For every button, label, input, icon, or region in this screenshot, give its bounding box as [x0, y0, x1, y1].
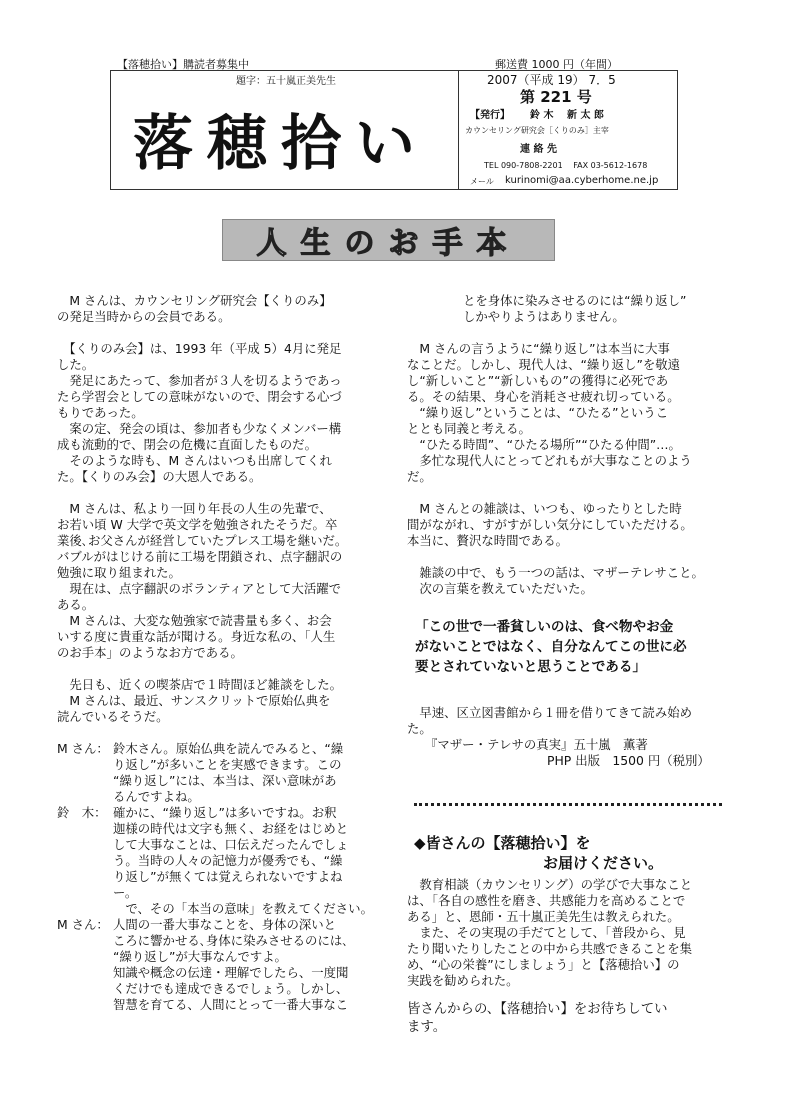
organization: カウンセリング研究会［くりのみ］主宰: [465, 126, 609, 135]
text-line: し“新しいこと”“新しいもの”の獲得に必死であ: [407, 373, 669, 388]
text-line: 早速、区立図書館から１冊を借りてきて読み始め: [407, 705, 692, 720]
text-line: 「この世で一番貧しいのは、食べ物やお金: [415, 619, 674, 635]
text-line: なことだ。しかし、現代人は、“繰り返し”を敬遠: [407, 357, 681, 372]
text-line: ます。: [407, 1020, 447, 1035]
text-line: 皆さんからの、【落穂拾い】をお待ちしてい: [407, 1002, 668, 1017]
call-headline-1: ◆皆さんの【落穂拾い】を: [414, 834, 591, 852]
right-paragraph-1: [407, 341, 737, 485]
text-line: 【くりのみ会】は、1993 年（平成 5）4月に発足: [57, 341, 342, 356]
contact-label: 連 絡 先: [520, 144, 557, 155]
text-line: 人間の一番大事なことを、身体の深いと: [113, 917, 337, 932]
text-line: 本当に、贅沢な時間である。: [407, 533, 569, 548]
text-line: 智慧を育てる、人間にとって一番大事なこ: [113, 997, 349, 1012]
left-paragraph-1: [57, 293, 387, 325]
text-line: ころに響かせる､身体に染みさせるのには､: [113, 933, 349, 948]
left-paragraph-3: [57, 501, 387, 661]
article-title-banner: [222, 219, 555, 261]
text-line: 実践を勧められた。: [407, 973, 519, 988]
text-line: バブルがはじける前に工場を閉鎖され、点字翻訳の: [57, 549, 343, 564]
right-column: [407, 293, 737, 769]
masthead-title: 落穂拾い: [133, 109, 429, 179]
text-line: また、その実現の手だてとして、「普段から、見: [407, 925, 686, 940]
tel-fax: TEL 090-7808-2201 FAX 03-5612-1678: [484, 161, 648, 170]
text-line: いする度に貴重な話が聞ける。身近な私の、「人生: [57, 629, 336, 644]
text-line: たり聞いたりしたことの中から共感できることを集: [407, 941, 692, 956]
text-line: 要とされていないと思うことである」: [415, 659, 647, 675]
publisher-name: 鈴 木 新 太 郎: [530, 110, 604, 121]
left-column: [57, 293, 387, 1013]
text-line: “ひたる時間”、“ひたる場所”“ひたる仲間”…。: [407, 437, 681, 452]
call-section: [407, 877, 737, 1037]
book-publisher: PHP 出版 1500 円（税別）: [547, 753, 710, 768]
text-line: M さんは、私より一回り年長の人生の先輩で、: [57, 501, 332, 516]
text-line: した。: [57, 357, 95, 372]
section-divider: [414, 803, 722, 806]
text-line: M さんの言うように“繰り返し”は本当に大事: [407, 341, 670, 356]
right-paragraph-3: [407, 565, 737, 597]
text-line: 業後､お父さんが経営していたプレス工場を継いだ｡: [57, 533, 342, 548]
text-line: り返し”が多いことを実感できます。この: [113, 757, 342, 772]
text-line: 迦様の時代は文字も無く、お経をはじめと: [113, 821, 349, 836]
right-paragraph-4: [407, 705, 737, 737]
text-line: ある」と、恩師・五十嵐正美先生は教えられた。: [407, 909, 680, 924]
text-line: 読んでいるそうだ。: [57, 709, 169, 724]
right-continuation: [407, 293, 737, 325]
text-line: がないことではなく、自分なんてこの世に必: [415, 639, 687, 655]
text-line: 鈴木さん。原始仏典を読んでみると、“繰: [113, 741, 344, 756]
text-line: くだけでも達成できるでしょう。しかし、: [113, 981, 349, 996]
text-line: だ。: [407, 469, 432, 484]
text-line: とを身体に染みさせるのには“繰り返し”: [463, 293, 687, 308]
text-line: る。その結果、身心を消耗させ疲れ切っている。: [407, 389, 680, 404]
text-line: “繰り返し”ということは、“ひたる”というこ: [407, 405, 669, 420]
text-line: 教育相談（カウンセリング）の学びで大事なこと: [407, 877, 693, 892]
speaker-m: M さん：: [57, 741, 109, 756]
subscription-notice: 【落穂拾い】購読者募集中: [117, 58, 249, 71]
text-line: “繰り返し”には、本当は、深い意味があ: [113, 773, 337, 788]
text-line: もりであった。: [57, 405, 144, 420]
issue-date: 2007（平成 19） 7．5: [487, 73, 616, 87]
text-line: るんですよね。: [113, 789, 200, 804]
text-line: 現在は、点字翻訳のボランティアとして大活躍で: [57, 581, 341, 596]
text-line: 間がながれ、すがすがしい気分にしていただける。: [407, 517, 693, 532]
calligraphy-credit: 題字：五十嵐正美先生: [236, 76, 336, 87]
speaker-suzuki: 鈴 木：: [57, 805, 107, 820]
text-line: り返し”が無くては覚えられないですよね: [113, 869, 343, 884]
mail-address[interactable]: kurinomi@aa.cyberhome.ne.jp: [505, 175, 659, 186]
text-line: しかやりようはありません。: [463, 309, 625, 324]
text-line: M さんは、最近、サンスクリットで原始仏典を: [57, 693, 331, 708]
text-line: め、“心の栄養”にしましょう」と【落穂拾い】の: [407, 957, 680, 972]
dialogue-m-1: [57, 741, 387, 805]
text-line: 多忙な現代人にとってどれもが大事なことのよう: [407, 453, 692, 468]
left-paragraph-4: [57, 677, 387, 725]
text-line: M さんとの雑談は、いつも、ゆったりとした時: [407, 501, 682, 516]
text-line: た。: [407, 721, 432, 736]
text-line: たら学習会としての意味がないので、閉会する心づ: [57, 389, 342, 404]
text-line: M さんは、大変な勉強家で読書量も多く、お会: [57, 613, 332, 628]
publisher-label: 【発行】: [470, 110, 510, 121]
text-line: のお手本」のようなお方である。: [57, 645, 243, 660]
dialogue-text: [113, 805, 387, 917]
text-line: 成も流動的で、閉会の危機に直面したものだ。: [57, 437, 317, 452]
text-line: ととも同義と考える。: [407, 421, 531, 436]
text-line: して大事なことは、口伝えだったんでしょ: [113, 837, 349, 852]
call-headline-2: お届けください。: [543, 854, 664, 872]
mother-teresa-quote: [415, 617, 737, 677]
text-line: M さんは、カウンセリング研究会【くりのみ】: [57, 293, 332, 308]
text-line: 案の定、発会の頃は、参加者も少なくメンバー構: [57, 421, 342, 436]
text-line: は、「各自の感性を磨き、共感能力を高めることで: [407, 893, 686, 908]
text-line: の発足当時からの会員である。: [57, 309, 231, 324]
text-line: お若い頃 W 大学で英文学を勉強されたそうだ。卒: [57, 517, 338, 532]
right-paragraph-2: [407, 501, 737, 549]
text-line: 知識や概念の伝達・理解でしたら、一度聞: [113, 965, 349, 980]
text-line: 勉強に取り組まれた。: [57, 565, 181, 580]
call-paragraph: [407, 877, 737, 989]
dialogue-m-2: [57, 917, 387, 1013]
text-line: で、その「本当の意味」を教えてください。: [113, 901, 373, 916]
text-line: 発足にあたって、参加者が３人を切るようであっ: [57, 373, 342, 388]
text-line: 雑談の中で、もう一つの話は、マザーテレサこと。: [407, 565, 704, 580]
dialogue-text: [113, 917, 387, 1013]
text-line: 確かに、“繰り返し”は多いですね。お釈: [113, 805, 337, 820]
text-line: 先日も、近くの喫茶店で１時間ほど雑談をした。: [57, 677, 342, 692]
text-line: ある。: [57, 597, 95, 612]
mail-label: メール: [470, 177, 494, 186]
left-paragraph-2: [57, 341, 387, 485]
masthead-divider: [458, 70, 459, 190]
text-line: “繰り返し”が大事なんですよ。: [113, 949, 287, 964]
speaker-m: M さん：: [57, 917, 109, 932]
text-line: そのような時も、M さんはいつも出席してくれ: [57, 453, 332, 468]
text-line: ー。: [113, 885, 138, 900]
text-line: う。当時の人々の記憶力が優秀でも、“繰: [113, 853, 343, 868]
postage-fee: 郵送費 1000 円（年間）: [495, 58, 618, 71]
dialogue-text: [113, 741, 387, 805]
text-line: 次の言葉を教えていただいた。: [407, 581, 593, 596]
dialogue-suzuki: [57, 805, 387, 917]
book-title: 『マザー・テレサの真実』五十嵐 薫著: [425, 737, 648, 752]
article-title: 人生のお手本: [256, 226, 521, 261]
closing-request: [407, 1001, 737, 1037]
issue-number: 第 221 号: [520, 88, 592, 106]
text-line: た。【くりのみ会】の大恩人である。: [57, 469, 262, 484]
